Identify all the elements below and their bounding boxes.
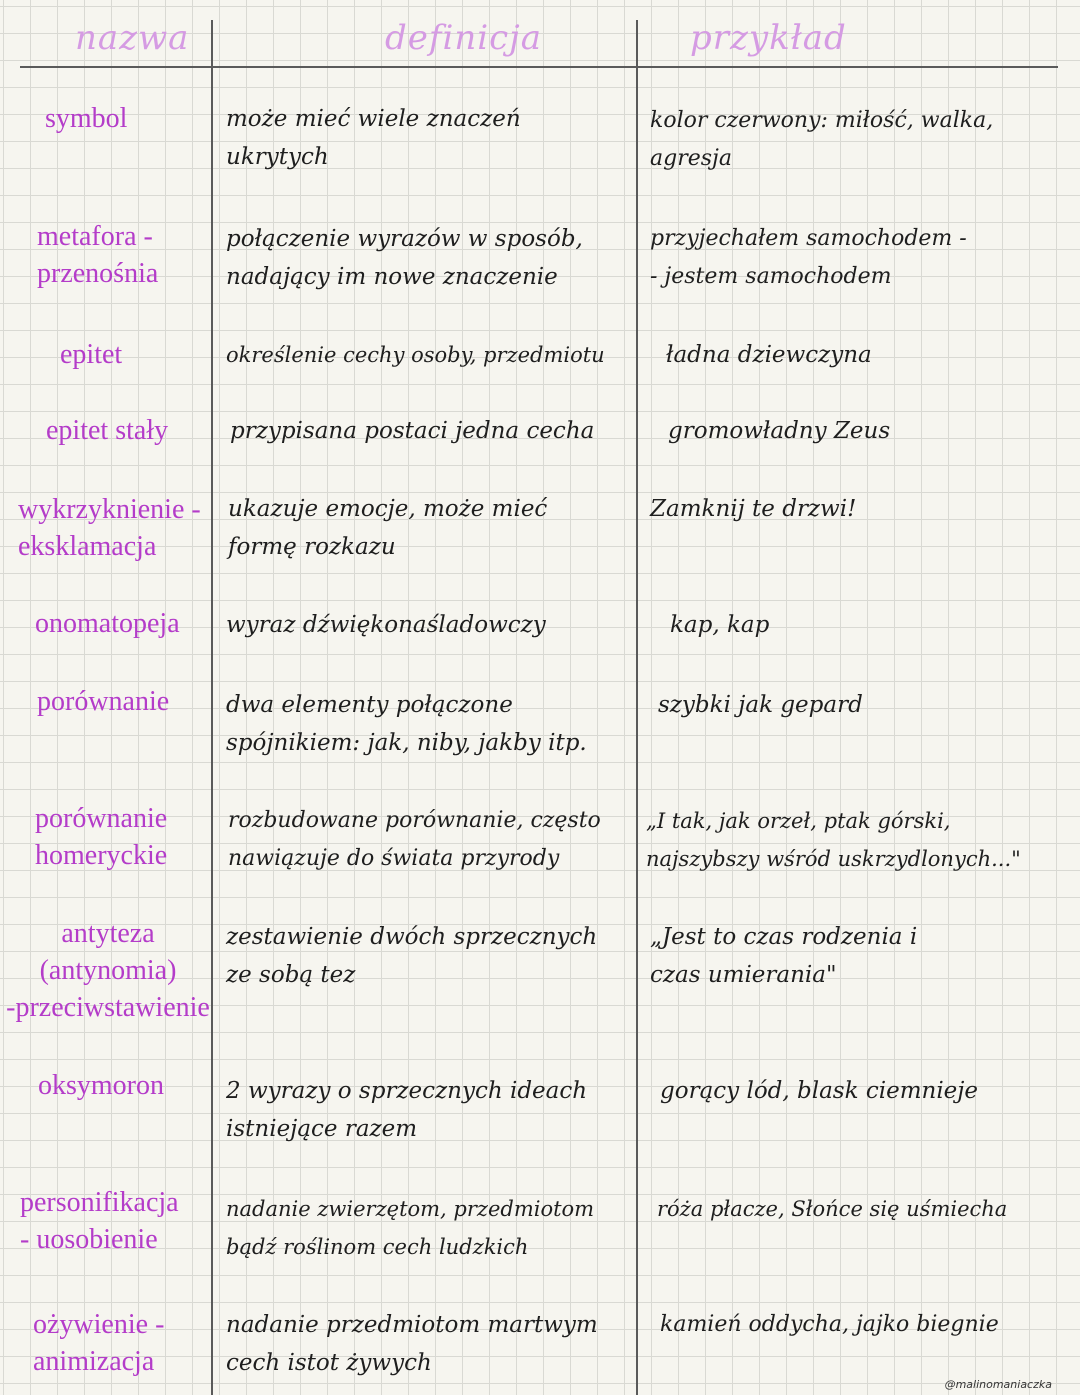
column-divider-2 xyxy=(636,20,638,1395)
term-definition: przypisana postaci jedna cecha xyxy=(230,418,595,444)
header-name: nazwa xyxy=(75,18,190,58)
term-definition: zestawienie dwóch sprzecznych ze sobą tez xyxy=(226,924,598,988)
header-definition: definicja xyxy=(385,18,542,58)
term-definition: ukazuje emocje, może mieć formę rozkazu xyxy=(228,496,548,560)
header-divider xyxy=(20,66,1058,68)
term-example: kamień oddycha, jajko biegnie xyxy=(660,1312,999,1337)
term-definition: dwa elementy połączone spójnikiem: jak, niby, jakby itp. xyxy=(226,692,587,756)
term-name: onomatopeja xyxy=(35,608,180,639)
term-definition: 2 wyrazy o sprzecznych ideach istniejące razem xyxy=(226,1078,588,1142)
term-definition: połączenie wyrazów w sposób, nadający im nowe znaczenie xyxy=(226,226,583,290)
term-example: „I tak, jak orzeł, ptak górski, najszybszy wśród uskrzydlonych..." xyxy=(646,809,1021,871)
term-definition: określenie cechy osoby, przedmiotu xyxy=(226,343,605,367)
term-example: gorący lód, blask ciemnieje xyxy=(660,1078,979,1104)
term-definition: nadanie przedmiotom martwym cech istot żywych xyxy=(226,1312,598,1376)
term-example: kolor czerwony: miłość, walka, agresja xyxy=(650,108,994,171)
term-example: „Jest to czas rodzenia i czas umierania" xyxy=(650,924,918,988)
term-example: róża płacze, Słońce się uśmiecha xyxy=(657,1197,1008,1221)
term-name: wykrzyknienie - eksklamacja xyxy=(18,494,201,562)
term-example: przyjechałem samochodem - - jestem samochodem xyxy=(650,226,967,289)
term-definition: wyraz dźwiękonaśladowczy xyxy=(226,612,546,638)
term-name: symbol xyxy=(45,103,128,134)
term-example: szybki jak gepard xyxy=(658,692,863,718)
term-example: kap, kap xyxy=(670,612,770,638)
term-definition: rozbudowane porównanie, często nawiązuje do świata przyrody xyxy=(228,808,601,871)
term-name: epitet stały xyxy=(46,415,169,446)
term-name: porównanie xyxy=(37,686,170,717)
column-divider-1 xyxy=(211,20,213,1395)
term-name: epitet xyxy=(60,339,123,370)
term-name: porównanie homeryckie xyxy=(35,803,168,871)
term-name: oksymoron xyxy=(38,1070,164,1101)
author-credit: @malinomaniaczka xyxy=(944,1378,1052,1391)
term-example: ładna dziewczyna xyxy=(666,342,872,368)
term-definition: może mieć wiele znaczeń ukrytych xyxy=(226,106,521,170)
term-name: antyteza (antynomia) -przeciwstawienie xyxy=(6,918,210,1023)
term-example: Zamknij te drzwi! xyxy=(650,496,857,522)
term-definition: nadanie zwierzętom, przedmiotom bądź roślinom cech ludzkich xyxy=(226,1197,595,1259)
term-name: ożywienie - animizacja xyxy=(33,1309,165,1377)
term-name: metafora - przenośnia xyxy=(37,221,159,289)
header-example: przykład xyxy=(690,18,847,58)
term-name: personifikacja - uosobienie xyxy=(20,1187,179,1255)
term-example: gromowładny Zeus xyxy=(668,418,891,444)
